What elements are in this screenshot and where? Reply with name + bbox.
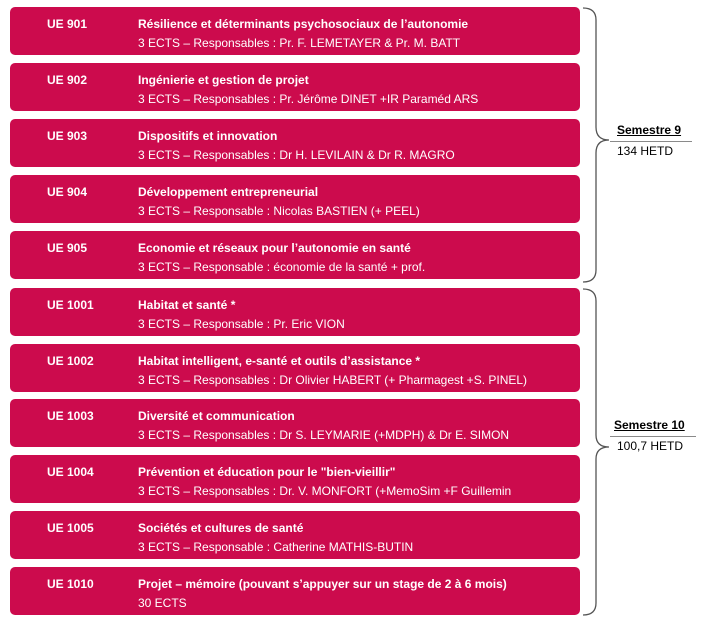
ue-code: UE 1001 xyxy=(47,298,94,312)
ue-code: UE 902 xyxy=(47,73,88,87)
ue-title: Résilience et déterminants psychosociaux de l’autonomie xyxy=(138,17,469,31)
ue-code: UE 905 xyxy=(47,241,88,255)
ue-detail: 3 ECTS – Responsables : Dr. V. MONFORT (+MemoSim +F Guillemin xyxy=(138,484,512,498)
semester10-brace xyxy=(583,289,609,615)
ue-detail: 3 ECTS – Responsable : économie de la santé + prof. xyxy=(138,260,426,274)
ue-detail: 3 ECTS – Responsables : Dr S. LEYMARIE (+MDPH) & Dr E. SIMON xyxy=(138,428,510,442)
semester10-divider xyxy=(610,436,696,437)
ue-title: Prévention et éducation pour le "bien-vieillir" xyxy=(138,465,396,479)
ue-code: UE 904 xyxy=(47,185,88,199)
ue-detail: 3 ECTS – Responsable : Pr. Eric VION xyxy=(138,317,345,331)
ue-code: UE 901 xyxy=(47,17,88,31)
ue-code: UE 1010 xyxy=(47,577,94,591)
semester10-label: Semestre 10 xyxy=(614,418,685,432)
semester9-hours: 134 HETD xyxy=(617,144,674,158)
ue-title: Diversité et communication xyxy=(138,409,295,423)
semester9-divider xyxy=(610,141,692,142)
semester9-brace xyxy=(583,8,609,282)
ue-code: UE 1004 xyxy=(47,465,94,479)
ue-detail: 3 ECTS – Responsables : Pr. Jérôme DINET +IR Paraméd ARS xyxy=(138,92,479,106)
ue-title: Sociétés et cultures de santé xyxy=(138,521,304,535)
ue-detail: 30 ECTS xyxy=(138,596,187,610)
ue-code: UE 1002 xyxy=(47,354,94,368)
ue-detail: 3 ECTS – Responsable : Catherine MATHIS-BUTIN xyxy=(138,540,414,554)
ue-title: Projet – mémoire (pouvant s’appuyer sur un stage de 2 à 6 mois) xyxy=(138,577,507,591)
ue-title: Economie et réseaux pour l’autonomie en santé xyxy=(138,241,411,255)
ue-title: Dispositifs et innovation xyxy=(138,129,278,143)
ue-detail: 3 ECTS – Responsables : Dr Olivier HABERT (+ Pharmagest +S. PINEL) xyxy=(138,373,528,387)
ue-title: Habitat intelligent, e-santé et outils d’assistance * xyxy=(138,354,421,368)
ue-code: UE 1005 xyxy=(47,521,94,535)
ue-title: Habitat et santé * xyxy=(138,298,236,312)
ue-detail: 3 ECTS – Responsable : Nicolas BASTIEN (+ PEEL) xyxy=(138,204,420,218)
ue-detail: 3 ECTS – Responsables : Dr H. LEVILAIN & Dr R. MAGRO xyxy=(138,148,455,162)
ue-title: Ingénierie et gestion de projet xyxy=(138,73,309,87)
ue-code: UE 1003 xyxy=(47,409,94,423)
ue-code: UE 903 xyxy=(47,129,88,143)
semester9-label: Semestre 9 xyxy=(617,123,682,137)
ue-detail: 3 ECTS – Responsables : Pr. F. LEMETAYER & Pr. M. BATT xyxy=(138,36,461,50)
semester10-hours: 100,7 HETD xyxy=(617,439,684,453)
ue-title: Développement entrepreneurial xyxy=(138,185,319,199)
